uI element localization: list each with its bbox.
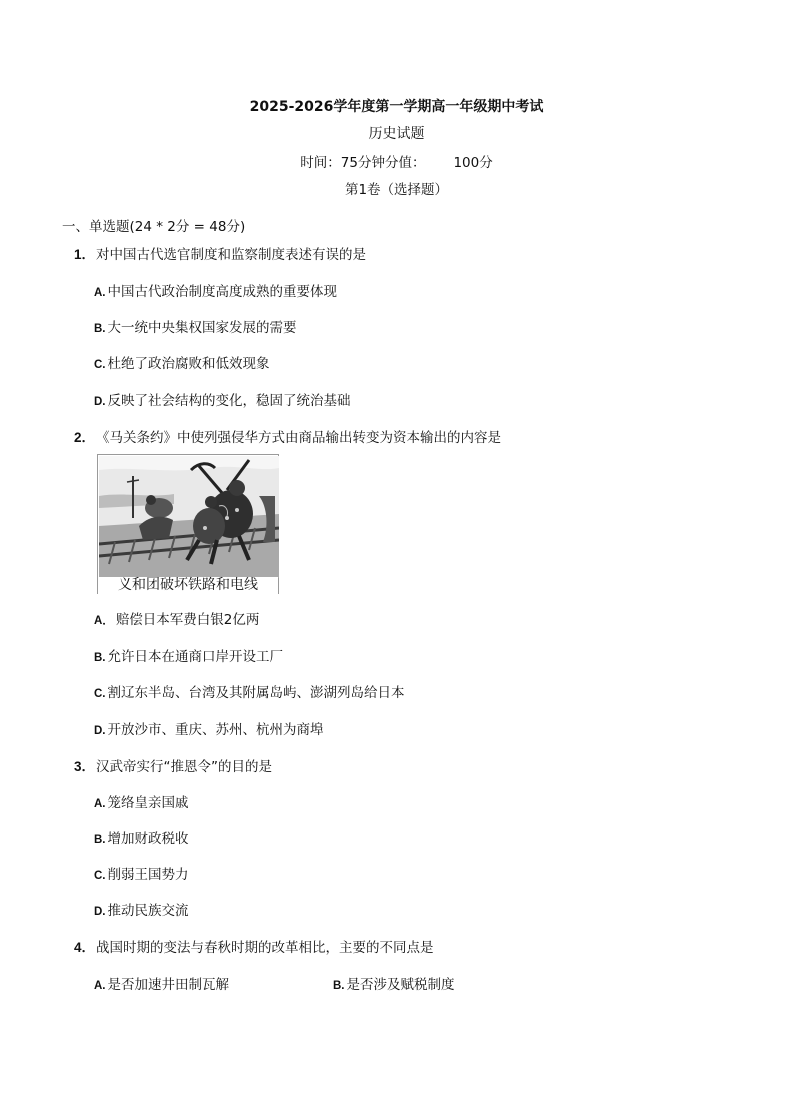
- option-1b: [94, 316, 297, 336]
- option-label: A．: [94, 615, 114, 627]
- option-label: B.: [333, 980, 345, 992]
- option-text: 允许日本在通商口岸开设工厂: [107, 649, 283, 665]
- volume-title: 第1卷（选择题）: [344, 182, 449, 198]
- option-label: B.: [94, 323, 106, 335]
- option-3c: [94, 863, 189, 883]
- option-2a: [94, 608, 259, 628]
- option-label: A.: [94, 287, 106, 299]
- option-text: 大一统中央集权国家发展的需要: [107, 320, 297, 336]
- option-text: 开放沙市、重庆、苏州、杭州为商埠: [107, 722, 324, 738]
- question-2: [74, 426, 501, 446]
- exam-time-score: [0, 151, 793, 171]
- option-label: B.: [94, 652, 106, 664]
- option-label: A.: [94, 980, 106, 992]
- option-text: 中国古代政治制度高度成熟的重要体现: [107, 284, 337, 300]
- option-text: 是否加速井田制瓦解: [107, 977, 229, 993]
- option-label: C.: [94, 870, 106, 882]
- image-caption: 义和团破坏铁路和电线: [98, 577, 278, 594]
- option-label: D.: [94, 396, 106, 408]
- boxer-engraving-image: [99, 456, 279, 578]
- question-number: 4．: [74, 940, 96, 955]
- question-2-illustration: [97, 454, 279, 594]
- question-text: 战国时期的变法与春秋时期的改革相比，主要的不同点是: [96, 940, 434, 956]
- option-label: B.: [94, 834, 106, 846]
- option-4b: [333, 973, 455, 993]
- option-1c: [94, 352, 270, 372]
- section-title: 一、单选题(24 * 2分 = 48分): [62, 219, 246, 235]
- option-3a: [94, 791, 189, 811]
- question-4: [74, 936, 434, 956]
- option-label: C.: [94, 359, 106, 371]
- option-label: C.: [94, 688, 106, 700]
- question-3: [74, 755, 272, 775]
- option-text: 削弱王国势力: [107, 867, 189, 883]
- option-2b: [94, 645, 283, 665]
- option-text: 割辽东半岛、台湾及其附属岛屿、澎湖列岛给日本: [107, 685, 405, 701]
- option-label: D.: [94, 725, 106, 737]
- option-3b: [94, 827, 189, 847]
- option-text: 是否涉及赋税制度: [346, 977, 455, 993]
- question-number: 2．: [74, 430, 96, 445]
- option-1d: [94, 389, 351, 409]
- option-2c: [94, 681, 405, 701]
- option-3d: [94, 899, 189, 919]
- time-label: 时间：75分钟分值：: [300, 155, 426, 171]
- option-label: A.: [94, 798, 106, 810]
- option-2d: [94, 718, 324, 738]
- option-text: 推动民族交流: [107, 903, 189, 919]
- question-text: 对中国古代选官制度和监察制度表述有误的是: [96, 247, 366, 263]
- question-number: 3．: [74, 759, 96, 774]
- question-text: 《马关条约》中使列强侵华方式由商品输出转变为资本输出的内容是: [96, 430, 501, 446]
- option-text: 增加财政税收: [107, 831, 189, 847]
- question-number: 1．: [74, 247, 96, 262]
- option-4a: [94, 973, 229, 993]
- option-text: 笼络皇亲国戚: [107, 795, 189, 811]
- option-text: 杜绝了政治腐败和低效现象: [107, 356, 270, 372]
- option-label: D.: [94, 906, 106, 918]
- score-value: 100分: [453, 155, 493, 171]
- option-text: 反映了社会结构的变化，稳固了统治基础: [107, 393, 351, 409]
- option-1a: [94, 280, 337, 300]
- exam-subject: 历史试题: [368, 126, 425, 142]
- exam-title: 2025-2026学年度第一学期高一年级期中考试: [249, 99, 544, 115]
- question-text: 汉武帝实行“推恩令”的目的是: [96, 759, 272, 775]
- option-text: 赔偿日本军费白银2亿两: [115, 612, 260, 628]
- question-1: [74, 243, 366, 263]
